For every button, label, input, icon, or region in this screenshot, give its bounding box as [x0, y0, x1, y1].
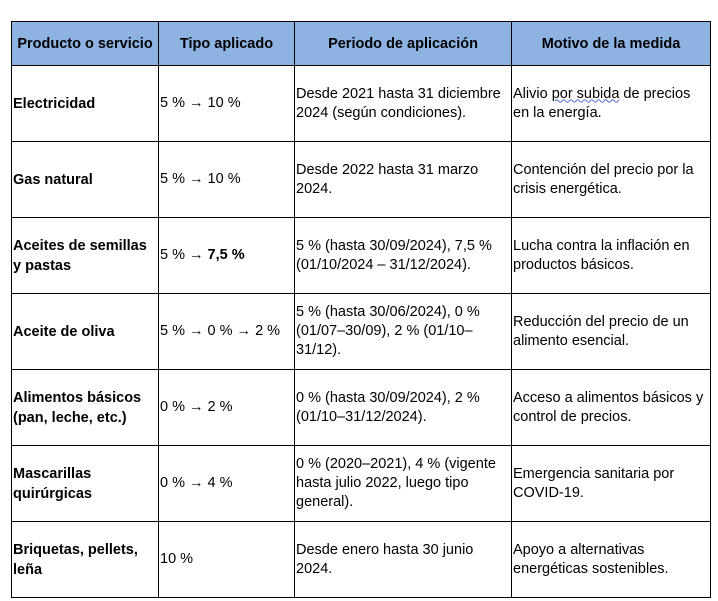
cell-periodo: Desde 2022 hasta 31 marzo 2024. [295, 142, 512, 218]
table-row [12, 142, 711, 218]
motivo-text-end: de precios en la energía. [513, 85, 691, 121]
header-periodo: Periodo de aplicación [295, 22, 512, 66]
cell-producto: Aceite de oliva [12, 294, 159, 370]
motivo-text-start: Alivio [513, 85, 552, 102]
cell-motivo: Apoyo a alternativas energéticas sostenibles. [512, 522, 711, 598]
cell-periodo: 5 % (hasta 30/09/2024), 7,5 % (01/10/2024 – 31/12/2024). [295, 218, 512, 294]
cell-producto: Alimentos básicos (pan, leche, etc.) [12, 370, 159, 446]
table-row [12, 446, 711, 522]
cell-producto: Mascarillas quirúrgicas [12, 446, 159, 522]
table-row [12, 370, 711, 446]
vat-rates-table [11, 21, 711, 598]
cell-motivo: Emergencia sanitaria por COVID-19. [512, 446, 711, 522]
header-producto: Producto o servicio [12, 22, 159, 66]
cell-tipo: 0 % → 2 % [159, 370, 295, 446]
cell-motivo: Contención del precio por la crisis energética. [512, 142, 711, 218]
table-header-row [12, 22, 711, 66]
header-motivo: Motivo de la medida [512, 22, 711, 66]
cell-producto: Electricidad [12, 66, 159, 142]
cell-periodo: 0 % (2020–2021), 4 % (vigente hasta julio 2022, luego tipo general). [295, 446, 512, 522]
cell-motivo: Lucha contra la inflación en productos básicos. [512, 218, 711, 294]
cell-tipo: 5 % → 0 % → 2 % [159, 294, 295, 370]
cell-producto: Aceites de semillas y pastas [12, 218, 159, 294]
cell-tipo [159, 218, 295, 294]
tipo-bold-value: 7,5 % [207, 247, 245, 263]
table-row [12, 66, 711, 142]
cell-tipo: 10 % [159, 522, 295, 598]
cell-tipo: 5 % → 10 % [159, 142, 295, 218]
cell-motivo: Acceso a alimentos básicos y control de precios. [512, 370, 711, 446]
cell-producto: Gas natural [12, 142, 159, 218]
cell-periodo: 5 % (hasta 30/06/2024), 0 % (01/07–30/09), 2 % (01/10–31/12). [295, 294, 512, 370]
table-row [12, 294, 711, 370]
vat-table-container [11, 21, 711, 598]
tipo-text-start: 5 % → [160, 247, 208, 263]
table-row [12, 218, 711, 294]
table-row [12, 522, 711, 598]
spellcheck-flagged-text[interactable]: por subida [551, 85, 620, 102]
cell-producto: Briquetas, pellets, leña [12, 522, 159, 598]
cell-periodo: Desde 2021 hasta 31 diciembre 2024 (según condiciones). [295, 66, 512, 142]
cell-motivo: Reducción del precio de un alimento esencial. [512, 294, 711, 370]
cell-tipo: 5 % → 10 % [159, 66, 295, 142]
cell-periodo: 0 % (hasta 30/09/2024), 2 % (01/10–31/12/2024). [295, 370, 512, 446]
cell-motivo [512, 66, 711, 142]
cell-periodo: Desde enero hasta 30 junio 2024. [295, 522, 512, 598]
cell-tipo: 0 % → 4 % [159, 446, 295, 522]
header-tipo: Tipo aplicado [159, 22, 295, 66]
